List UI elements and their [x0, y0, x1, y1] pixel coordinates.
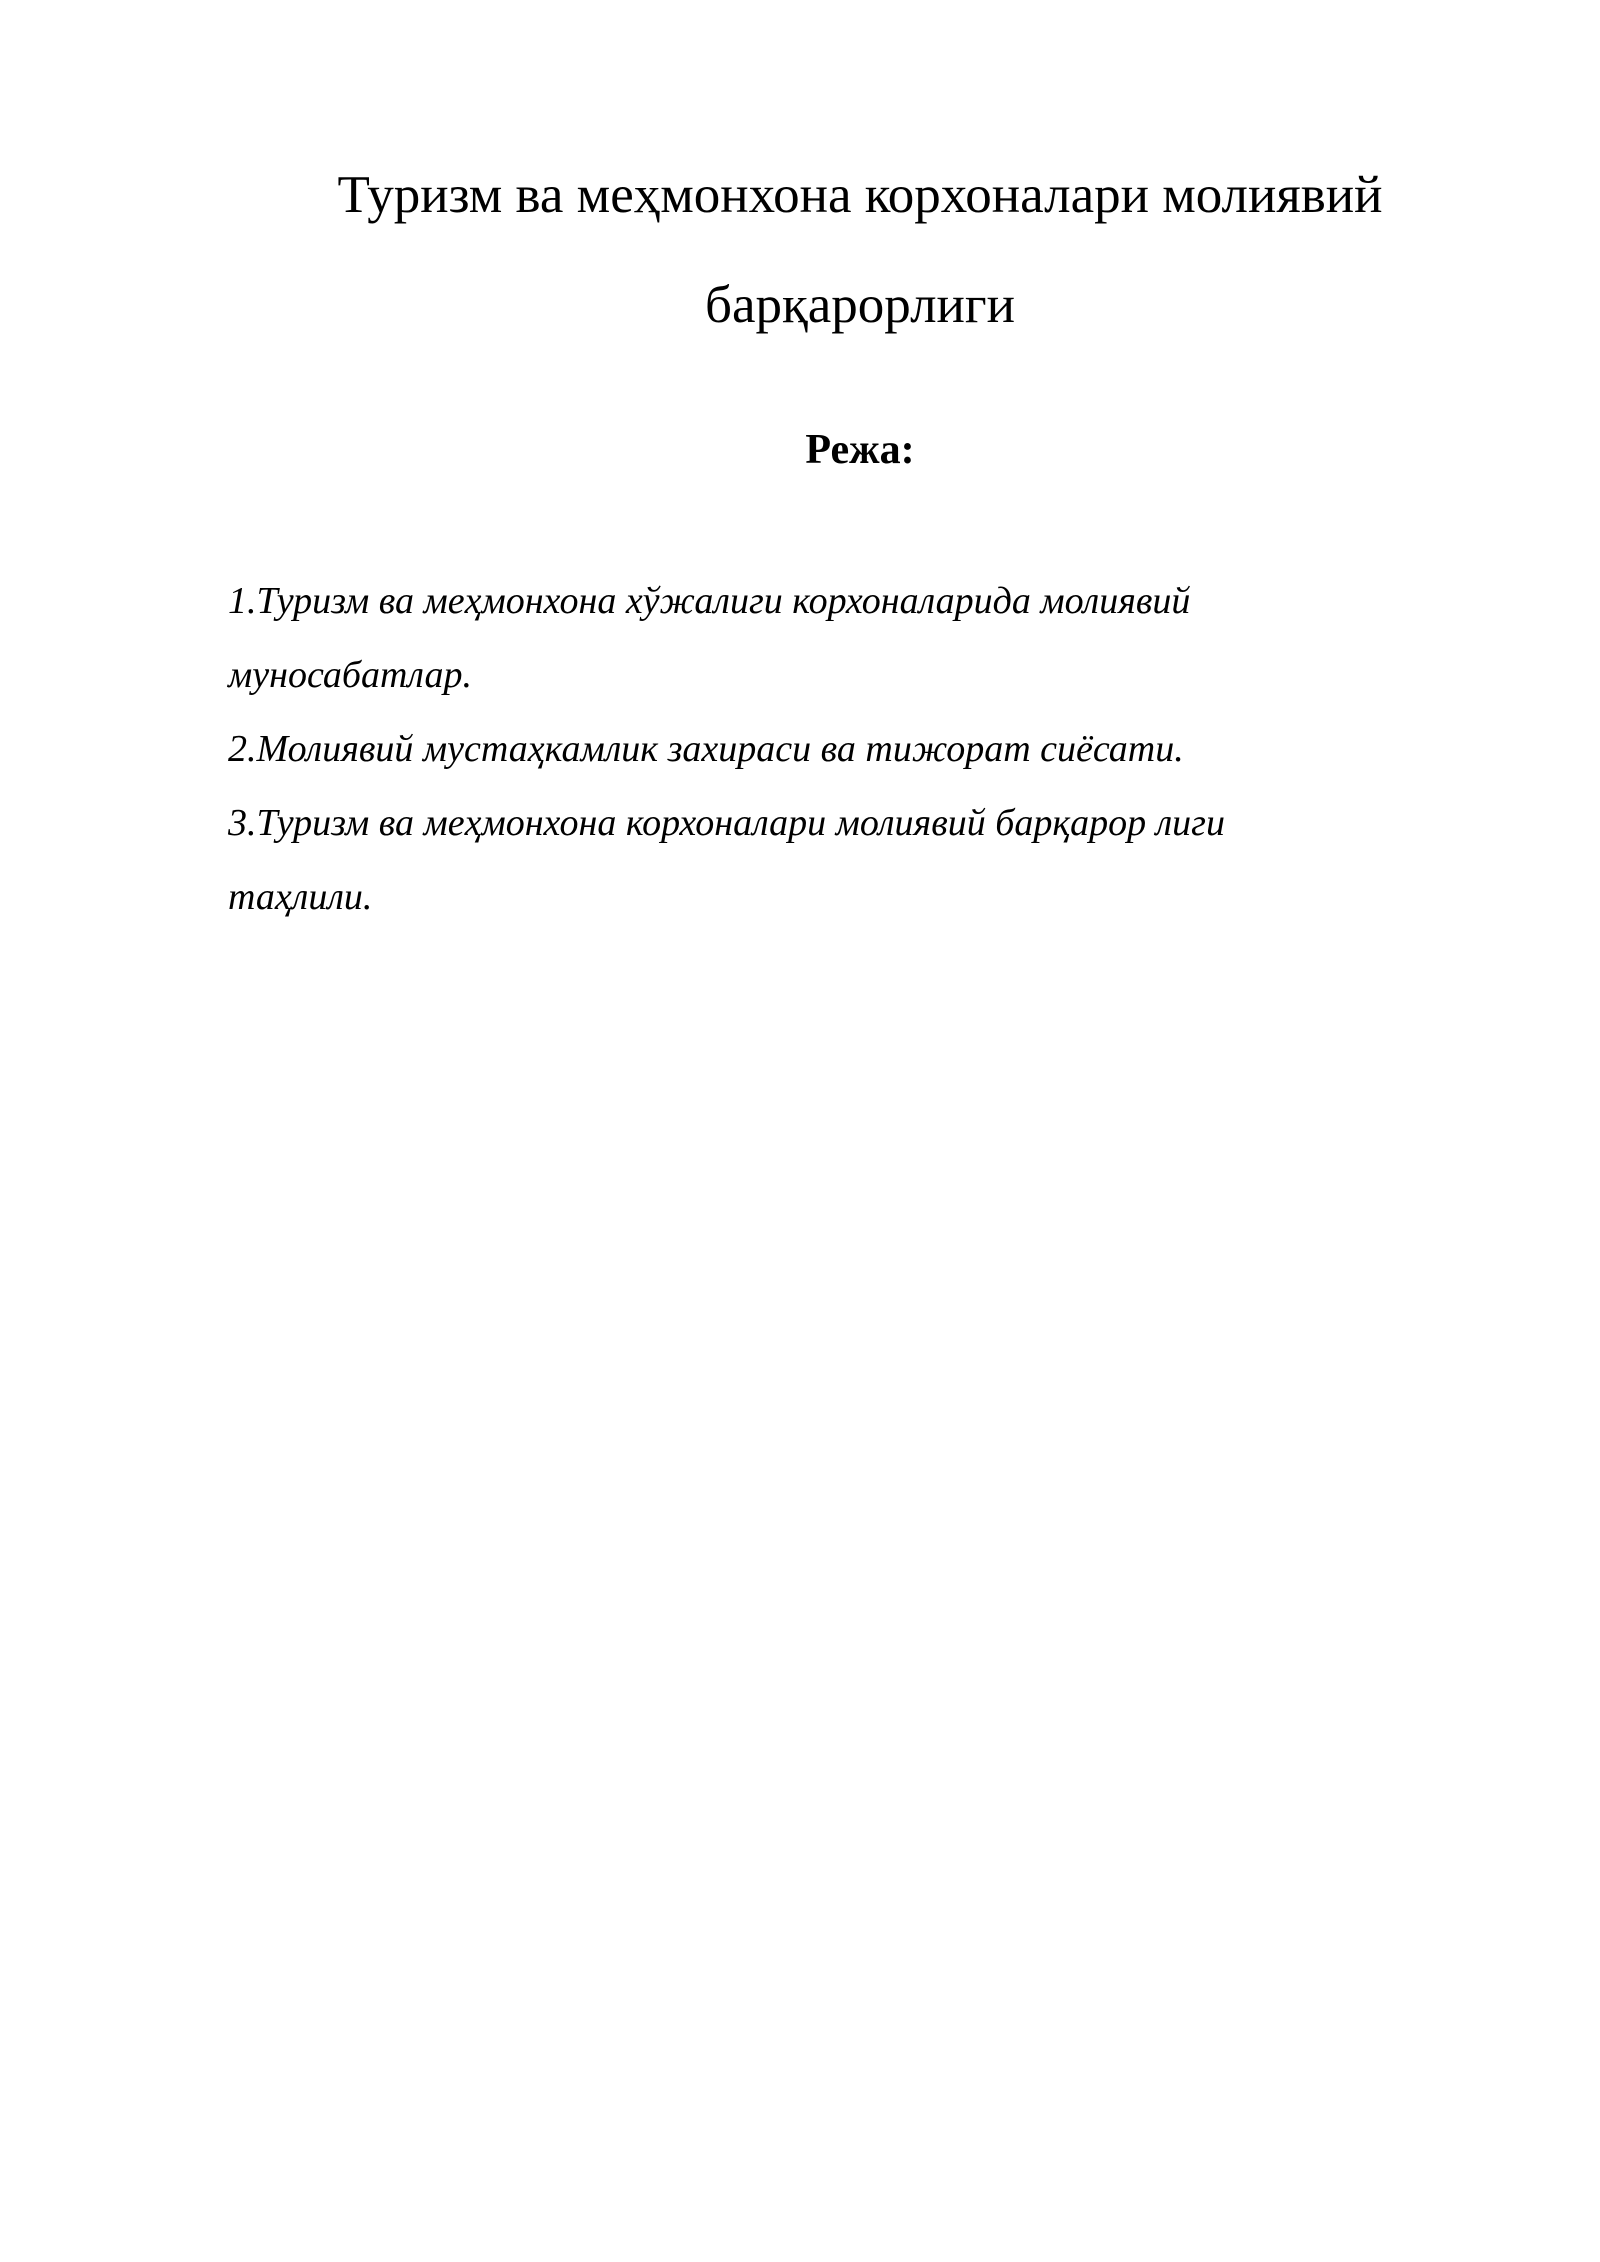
- document-title-line-1: Туризм ва меҳмонхона корхоналари молиявий: [337, 166, 1383, 224]
- plan-item-1: [228, 564, 1408, 712]
- plan-heading: Режа:: [805, 427, 915, 473]
- plan-item-3-line-1: 3.Туризм ва меҳмонхона корхоналари молиявий барқарор лиги: [228, 802, 1225, 844]
- document-title-line-2: барқарорлиги: [705, 276, 1015, 334]
- plan-item-2: [228, 712, 1408, 786]
- plan-item-1-line-2: муносабатлар.: [228, 654, 472, 696]
- plan-item-1-line-1: 1.Туризм ва меҳмонхона хўжалиги корхоналарида молиявий: [228, 580, 1191, 622]
- plan-item-2-line-1: 2.Молиявий мустаҳкамлик захираси ва тижорат сиёсати.: [228, 728, 1184, 770]
- plan-item-3-line-2: таҳлили.: [228, 876, 373, 918]
- plan-item-3: [228, 786, 1408, 934]
- plan-list: [228, 564, 1408, 934]
- document-title: [200, 140, 1520, 360]
